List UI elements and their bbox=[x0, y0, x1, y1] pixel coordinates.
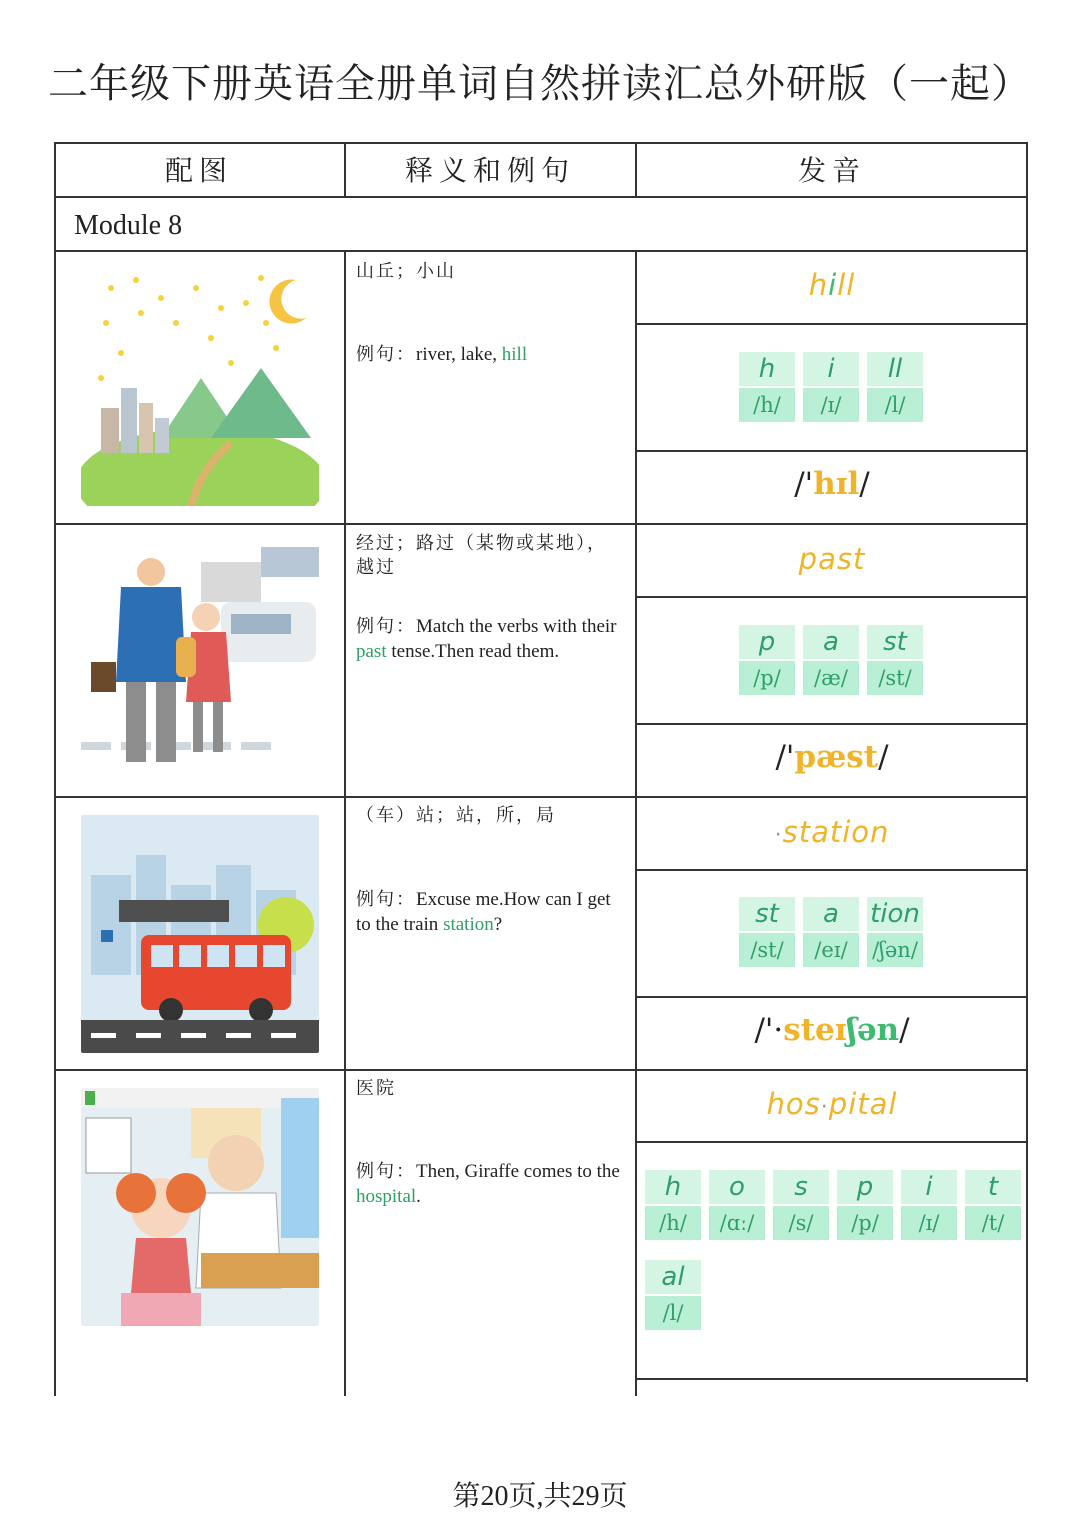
row-divider bbox=[54, 1069, 1028, 1071]
vocab-word: past bbox=[798, 542, 866, 576]
phonics-tile bbox=[739, 352, 795, 422]
phonics-tiles-row2 bbox=[645, 1260, 701, 1330]
tile-letters: p bbox=[837, 1170, 893, 1204]
ipa-transcription bbox=[636, 1012, 1028, 1048]
bus-station-illustration bbox=[81, 815, 319, 1053]
phonics-tiles bbox=[645, 1170, 1021, 1240]
tile-letters: a bbox=[803, 897, 859, 931]
ipa-core: hɪl bbox=[813, 466, 860, 502]
row-divider bbox=[54, 796, 1028, 798]
ipa-open: /' bbox=[794, 466, 814, 502]
phonics-tile bbox=[837, 1170, 893, 1240]
ipa-core-b: ʃən bbox=[846, 1012, 900, 1048]
tile-letters: i bbox=[803, 352, 859, 386]
tile-sound: /h/ bbox=[739, 388, 795, 422]
col-divider-1-body bbox=[344, 250, 346, 1396]
word-text: station bbox=[782, 815, 890, 849]
phonics-tile bbox=[773, 1170, 829, 1240]
ipa-transcription bbox=[636, 739, 1028, 775]
example-sentence bbox=[356, 342, 628, 367]
tile-letters: st bbox=[867, 625, 923, 659]
tile-letters: i bbox=[901, 1170, 957, 1204]
phonics-tile bbox=[739, 625, 795, 695]
example-prefix: 例句： bbox=[356, 889, 416, 910]
word-part: h bbox=[808, 268, 829, 302]
ipa-open: /'· bbox=[754, 1012, 784, 1048]
pron-divider bbox=[635, 996, 1028, 998]
tile-letters: s bbox=[773, 1170, 829, 1204]
meaning-text: 山丘；小山 bbox=[356, 261, 456, 282]
header-meaning: 释义和例句 bbox=[404, 154, 575, 187]
header-picture: 配图 bbox=[164, 154, 233, 187]
example-text: river, lake, bbox=[416, 344, 502, 365]
hill-illustration bbox=[81, 268, 319, 506]
tile-sound: /st/ bbox=[867, 661, 923, 695]
phonics-tile bbox=[867, 897, 923, 967]
phonics-tile bbox=[709, 1170, 765, 1240]
tile-sound: /t/ bbox=[965, 1206, 1021, 1240]
phonics-tile bbox=[901, 1170, 957, 1240]
example-keyword: station bbox=[443, 914, 494, 935]
phonics-tile bbox=[645, 1260, 701, 1330]
tile-sound: /eɪ/ bbox=[803, 933, 859, 967]
example-sentence bbox=[356, 614, 628, 664]
phonics-tile bbox=[867, 352, 923, 422]
example-text: Then, Giraffe comes to the bbox=[416, 1161, 620, 1182]
hospital-illustration bbox=[81, 1088, 319, 1326]
module-divider bbox=[54, 250, 1028, 252]
tile-sound: /l/ bbox=[645, 1296, 701, 1330]
phonics-tiles bbox=[739, 352, 923, 422]
ipa-close: / bbox=[859, 466, 870, 502]
example-sentence bbox=[356, 1159, 628, 1209]
tile-letters: tion bbox=[867, 897, 923, 931]
tile-sound: /p/ bbox=[837, 1206, 893, 1240]
pron-divider bbox=[635, 1378, 1028, 1380]
header-pronunciation: 发音 bbox=[797, 154, 866, 187]
word-part-highlight: i bbox=[828, 268, 838, 302]
pron-divider bbox=[635, 1141, 1028, 1143]
module-label: Module 8 bbox=[74, 210, 183, 241]
tile-sound: /h/ bbox=[645, 1206, 701, 1240]
phonics-tile bbox=[803, 352, 859, 422]
word-syllable: pital bbox=[828, 1087, 898, 1121]
word-syllable: hos bbox=[766, 1087, 821, 1121]
example-keyword: hospital bbox=[356, 1186, 417, 1207]
meaning-text: 医院 bbox=[356, 1078, 396, 1099]
phonics-tile bbox=[739, 897, 795, 967]
tile-sound: /s/ bbox=[773, 1206, 829, 1240]
tile-letters: h bbox=[645, 1170, 701, 1204]
phonics-tile bbox=[803, 625, 859, 695]
syllable-dot: · bbox=[774, 823, 783, 848]
phonics-tile bbox=[803, 897, 859, 967]
ipa-close: / bbox=[899, 1012, 910, 1048]
tile-letters: o bbox=[709, 1170, 765, 1204]
document-title: 二年级下册英语全册单词自然拼读汇总外研版（一起） bbox=[48, 61, 1032, 107]
ipa-transcription bbox=[636, 466, 1028, 502]
page-number: 第20页,共29页 bbox=[452, 1481, 628, 1512]
vocab-word bbox=[636, 815, 1028, 849]
vocab-word bbox=[636, 1087, 1028, 1121]
word-part: ll bbox=[837, 268, 856, 302]
phonics-tile bbox=[645, 1170, 701, 1240]
crossing-street-illustration bbox=[81, 542, 319, 780]
tile-letters: al bbox=[645, 1260, 701, 1294]
example-keyword: past bbox=[356, 641, 387, 662]
vocab-word bbox=[636, 268, 1028, 302]
example-text-after: ? bbox=[493, 914, 503, 935]
tile-letters: a bbox=[803, 625, 859, 659]
pron-divider bbox=[635, 596, 1028, 598]
phonics-tiles bbox=[739, 897, 923, 967]
table-border-left bbox=[54, 142, 56, 1396]
ipa-open: /' bbox=[775, 739, 795, 775]
meaning-text: 经过；路过（某物或某地），越过 bbox=[356, 533, 607, 578]
example-text: Match the verbs with their bbox=[416, 616, 617, 637]
tile-letters: ll bbox=[867, 352, 923, 386]
tile-letters: t bbox=[965, 1170, 1021, 1204]
pron-divider bbox=[635, 869, 1028, 871]
example-prefix: 例句： bbox=[356, 616, 416, 637]
phonics-tiles bbox=[739, 625, 923, 695]
phonics-tile bbox=[965, 1170, 1021, 1240]
tile-sound: /ʃən/ bbox=[867, 933, 923, 967]
example-text-after: . bbox=[416, 1186, 421, 1207]
example-keyword: hill bbox=[501, 344, 528, 365]
ipa-close: / bbox=[878, 739, 889, 775]
tile-letters: p bbox=[739, 625, 795, 659]
pron-divider bbox=[635, 450, 1028, 452]
ipa-core-a: steɪ bbox=[783, 1012, 847, 1048]
phonics-tile bbox=[867, 625, 923, 695]
tile-sound: /p/ bbox=[739, 661, 795, 695]
tile-sound: /ɑː/ bbox=[709, 1206, 765, 1240]
example-sentence bbox=[356, 887, 628, 937]
vocabulary-table bbox=[54, 142, 1028, 1396]
example-prefix: 例句： bbox=[356, 344, 416, 365]
tile-sound: /st/ bbox=[739, 933, 795, 967]
tile-letters: st bbox=[739, 897, 795, 931]
example-text-after: tense.Then read them. bbox=[386, 641, 560, 662]
example-text: Excuse me.How can I get to the train bbox=[356, 889, 611, 935]
tile-letters: h bbox=[739, 352, 795, 386]
meaning-text: （车）站；站，所，局 bbox=[356, 805, 556, 826]
pron-divider bbox=[635, 723, 1028, 725]
example-prefix: 例句： bbox=[356, 1161, 416, 1182]
syllable-dot: · bbox=[820, 1095, 829, 1120]
row-divider bbox=[54, 523, 1028, 525]
ipa-core: pæst bbox=[794, 739, 879, 775]
pron-divider bbox=[635, 323, 1028, 325]
tile-sound: /ɪ/ bbox=[803, 388, 859, 422]
tile-sound: /ɪ/ bbox=[901, 1206, 957, 1240]
header-divider bbox=[54, 196, 1028, 198]
tile-sound: /l/ bbox=[867, 388, 923, 422]
tile-sound: /æ/ bbox=[803, 661, 859, 695]
